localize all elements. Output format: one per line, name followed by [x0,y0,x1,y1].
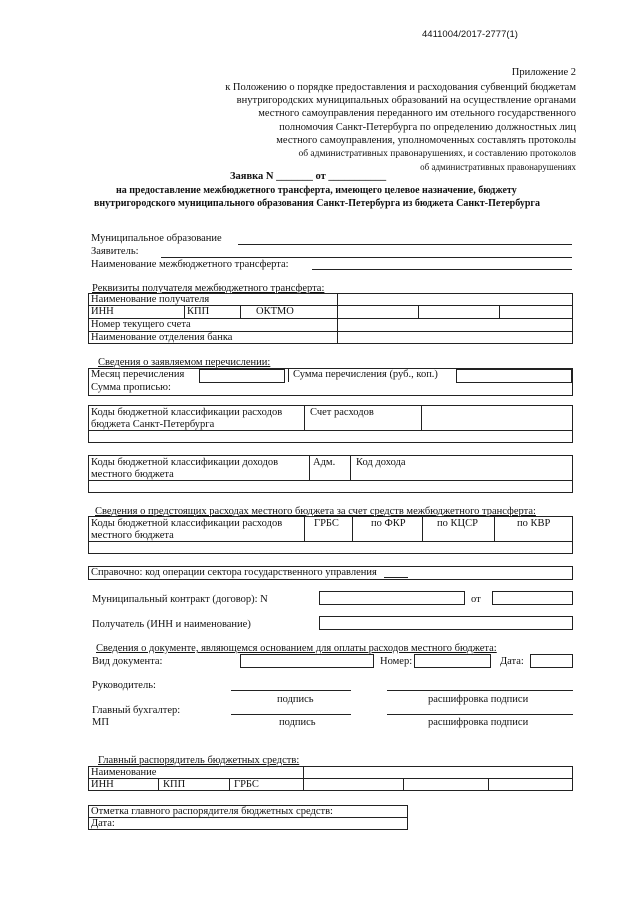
payee-label: Получатель (ИНН и наименование) [92,619,251,630]
transfer-name-label: Наименование межбюджетного трансферта: [91,259,289,270]
document-number-input[interactable] [414,654,491,668]
appendix-line: местного самоуправления, уполномоченных составлять протоколы [276,135,576,146]
divider [229,778,230,791]
municipality-label: Муниципальное образование [91,233,222,244]
accountant-signature-line[interactable] [231,714,351,715]
transfer-name-field[interactable] [312,269,572,270]
local-expenses-heading: Сведения о предстоящих расходах местного бюджета за счет средств межбюджетного трансферта: [95,506,536,517]
applicant-field[interactable] [161,257,572,258]
applicant-label: Заявитель: [91,246,139,257]
transfer-sum-input[interactable] [456,369,572,383]
reference-code-field[interactable] [384,577,408,578]
accountant-signature-caption: подпись [279,717,316,728]
divider [184,305,185,318]
municipality-field[interactable] [238,244,572,245]
document-date-input[interactable] [530,654,573,668]
recipient-oktmo-label: ОКТМО [256,306,294,317]
chief-kpp-label: КПП [163,779,186,790]
local-codes-label-2: местного бюджета [91,530,174,541]
kvr-header: по КВР [517,518,551,529]
divider [352,516,353,541]
fkr-header: по ФКР [371,518,406,529]
recipient-bank-label: Наименование отделения банка [91,332,233,343]
chief-grbs-label: ГРБС [234,779,259,790]
appendix-line: местного самоуправления переданного им отельного государственного [258,108,576,119]
kcsr-header: по КЦСР [437,518,478,529]
appendix-line: внутригородских муниципальных образований на осуществление органами [236,95,576,106]
mark-date-label: Дата: [91,818,115,829]
chief-name-label: Наименование [91,767,157,778]
head-decoding-caption: расшифровка подписи [428,694,529,705]
accountant-decoding-line[interactable] [387,714,573,715]
recipient-kpp-label: КПП [187,306,210,317]
page-title: на предоставление межбюджетного трансферта, имеющего целевое назначение, бюджету [116,185,517,196]
divider [88,778,573,779]
payee-input[interactable] [319,616,573,630]
appendix-line: об административных правонарушениях, и составлению протоколов [298,149,576,159]
recipient-name-label: Наименование получателя [91,294,210,305]
divider [488,778,489,791]
doc-number: 4411004/2017-2777(1) [422,29,518,40]
income-code-label: Код дохода [356,457,406,468]
grbs-header: ГРБС [314,518,339,529]
appendix-line: Приложение 2 [511,67,576,78]
divider [421,405,422,430]
appendix-line: об административных правонарушениях [420,162,576,172]
divider [494,516,495,541]
sum-in-words-label: Сумма прописью: [91,382,171,393]
appendix-line: к Положению о порядке предоставления и расходования субвенций бюджетам [225,82,576,93]
divider [158,778,159,791]
document-type-input[interactable] [240,654,374,668]
divider [499,305,500,318]
chief-inn-label: ИНН [91,779,114,790]
head-decoding-line[interactable] [387,690,573,691]
transfer-month-label: Месяц перечисления [91,369,185,380]
divider [304,405,305,430]
expense-codes-label: Коды бюджетной классификации расходов [91,407,283,418]
accountant-label: Главный бухгалтер: [92,705,181,716]
expense-account-label: Счет расходов [310,407,374,418]
transfer-heading: Сведения о заявляемом перечислении: [98,357,271,368]
expense-codes-label-2: бюджета Санкт-Петербурга [91,419,215,430]
head-signature-caption: подпись [277,694,314,705]
transfer-sum-label: Сумма перечисления (руб., коп.) [293,369,438,380]
contract-from-label: от [471,594,481,605]
administrator-label: Адм. [313,457,336,468]
contract-number-input[interactable] [319,591,465,605]
chief-manager-heading: Главный распорядитель бюджетных средств: [98,755,300,766]
divider [304,516,305,541]
recipient-heading: Реквизиты получателя межбюджетного трансферта: [92,283,325,294]
income-codes-label-2: местного бюджета [91,469,174,480]
divider [418,305,419,318]
recipient-account-label: Номер текущего счета [91,319,191,330]
page-subtitle: внутригородского муниципального образования Санкт-Петербурга из бюджета Санкт-Петербурга [94,198,540,209]
head-label: Руководитель: [92,680,156,691]
document-date-label: Дата: [500,656,524,667]
appendix-line: полномочия Санкт-Петербурга по определению должностных лиц [279,122,576,133]
document-type-label: Вид документа: [92,656,163,667]
divider [288,368,289,382]
document-heading: Сведения о документе, являющемся основанием для оплаты расходов местного бюджета: [96,643,497,654]
transfer-month-input[interactable] [199,369,285,383]
income-codes-label: Коды бюджетной классификации доходов [91,457,279,468]
mark-heading: Отметка главного распорядителя бюджетных средств: [91,806,333,817]
document-number-label: Номер: [380,656,413,667]
application-number: Заявка N _______ от ___________ [230,171,387,182]
seal-label: МП [92,717,109,728]
divider [303,766,304,791]
divider [240,305,241,318]
head-signature-line[interactable] [231,690,351,691]
contract-date-input[interactable] [492,591,573,605]
divider [337,293,338,344]
recipient-inn-label: ИНН [91,306,114,317]
accountant-decoding-caption: расшифровка подписи [428,717,529,728]
divider [350,455,351,480]
divider [309,455,310,480]
divider [403,778,404,791]
divider [422,516,423,541]
local-codes-label: Коды бюджетной классификации расходов [91,518,283,529]
reference-label: Справочно: код операции сектора государственного управления [91,567,377,578]
contract-label: Муниципальный контракт (договор): N [92,594,268,605]
